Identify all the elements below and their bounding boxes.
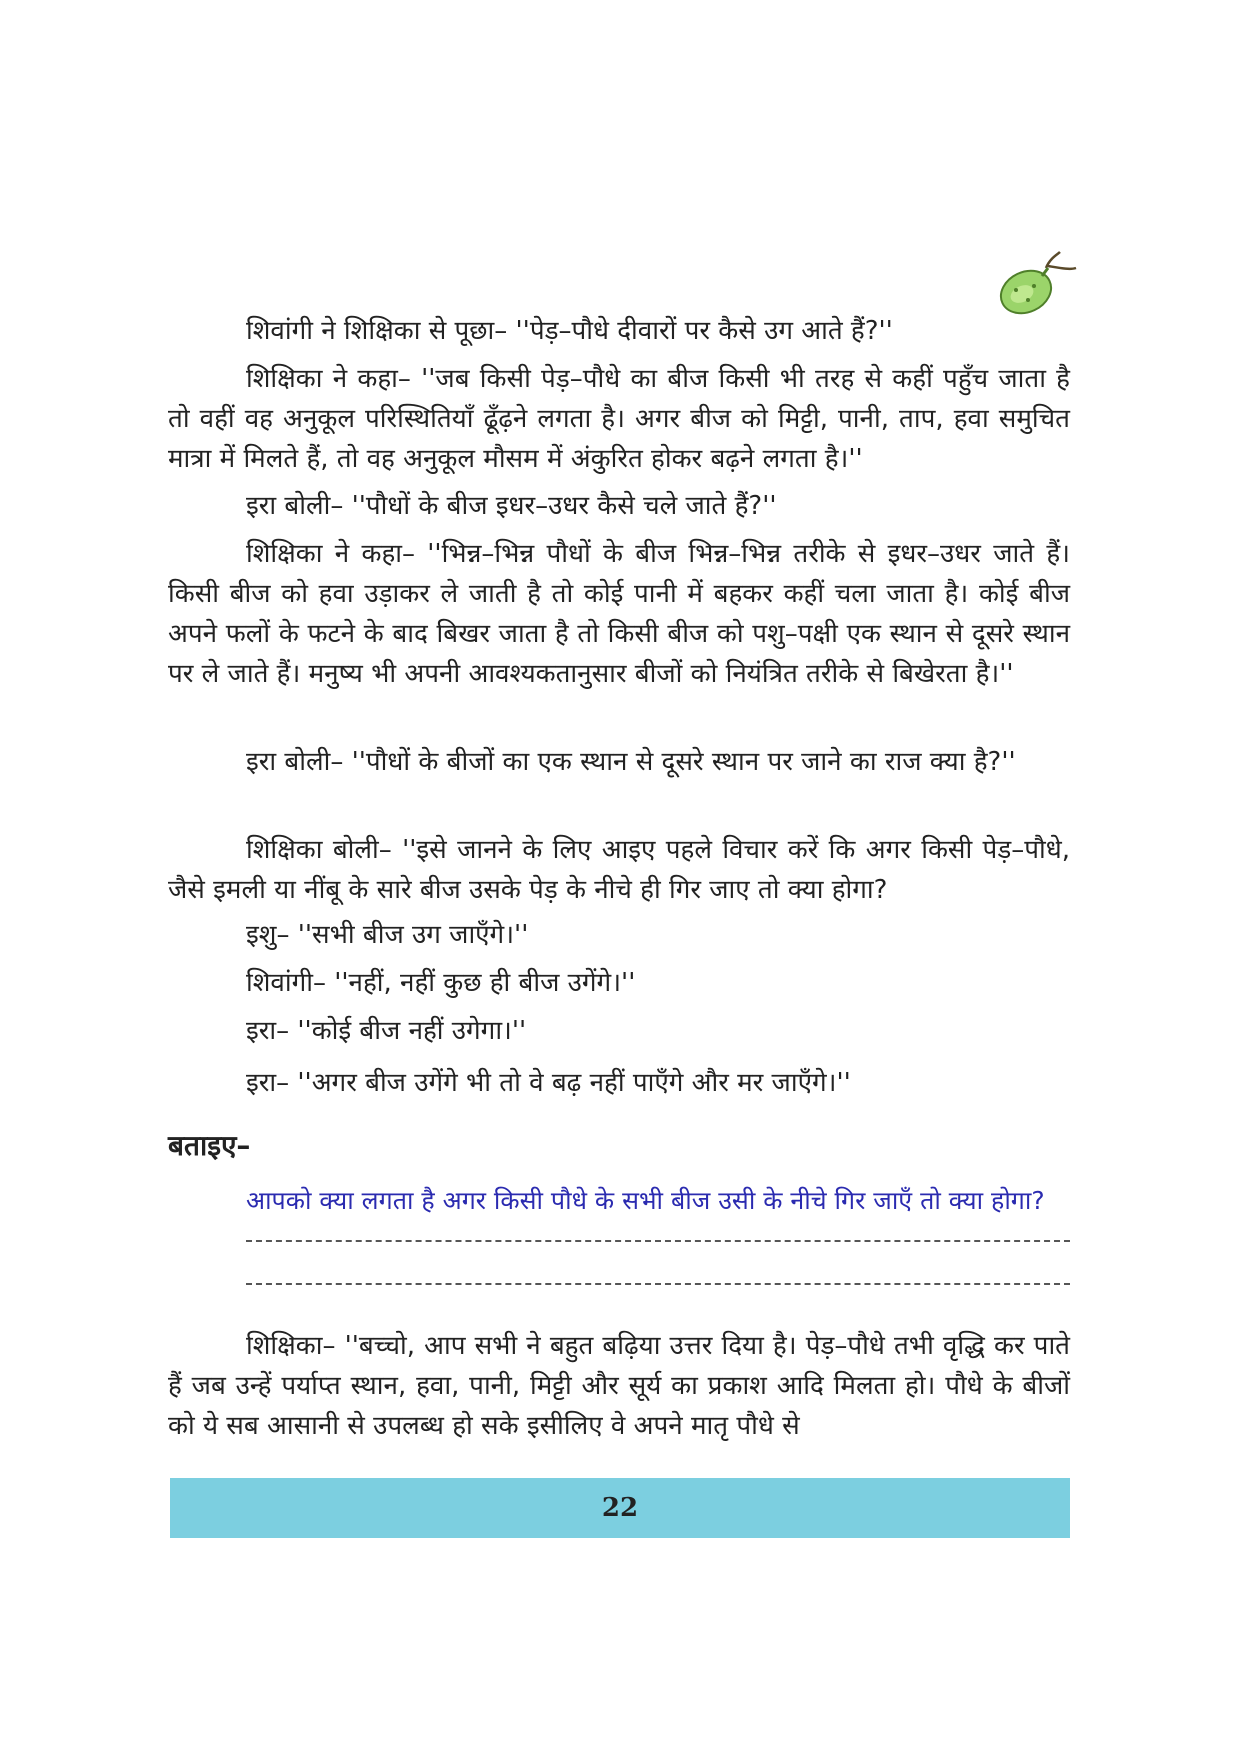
activity-question: आपको क्या लगता है अगर किसी पौधे के सभी बीज उसी के नीचे गिर जाएँ तो क्या होगा? bbox=[246, 1186, 1045, 1215]
answer-line-1[interactable] bbox=[246, 1240, 1070, 1242]
paragraph-teacher-conclusion: शिक्षिका– ''बच्चो, आप सभी ने बहुत बढ़िया उत्तर दिया है। पेड़–पौधे तभी वृद्धि कर पाते हैं जब उन्हें पर्याप्त स्थान, हवा, पानी, मिट्टी और सूर्य का प्रकाश आदि मिलता हो। पौधे के बीजों को ये सब आसानी से उपलब्ध हो सके इसीलिए वे अपने मातृ पौधे से bbox=[168, 1331, 1070, 1441]
paragraph-teacher-prompt: शिक्षिका बोली– ''इसे जानने के लिए आइए पहले विचार करें कि अगर किसी पेड़–पौधे, जैसे इमली या नींबू के सारे बीज उसके पेड़ के नीचे ही गिर जाए तो क्या होगा? bbox=[168, 835, 1070, 905]
paragraph-shivangi-question: शिवांगी ने शिक्षिका से पूछा– ''पेड़–पौधे दीवारों पर कैसे उग आते हैं?'' bbox=[246, 316, 893, 346]
paragraph-ishu-reply: इशु– ''सभी बीज उग जाएँगे।'' bbox=[246, 920, 529, 950]
paragraph-teacher-answer-2: शिक्षिका ने कहा– ''भिन्न–भिन्न पौधों के बीज भिन्न–भिन्न तरीके से इधर–उधर जाते हैं। किसी बीज को हवा उड़ाकर ले जाती है तो कोई पानी में बहकर कहीं चला जाता है। कोई बीज अपने फलों के फटने के बाद बिखर जाता है तो किसी बीज को पशु–पक्षी एक स्थान से दूसरे स्थान पर ले जाते हैं। मनुष्य भी अपनी आवश्यकतानुसार बीजों को नियंत्रित तरीके से बिखेरता है।'' bbox=[168, 539, 1070, 689]
footer-bar bbox=[170, 1478, 1070, 1538]
paragraph-ira-reply-2: इरा– ''अगर बीज उगेंगे भी तो वे बढ़ नहीं पाएँगे और मर जाएँगे।'' bbox=[246, 1068, 851, 1098]
seed-pod-icon bbox=[998, 250, 1078, 320]
paragraph-shivangi-reply: शिवांगी– ''नहीं, नहीं कुछ ही बीज उगेंगे।'' bbox=[246, 968, 636, 998]
paragraph-ira-question-2: इरा बोली– ''पौधों के बीजों का एक स्थान से दूसरे स्थान पर जाने का राज क्या है?'' bbox=[246, 747, 1016, 777]
paragraph-ira-question-1: इरा बोली– ''पौधों के बीज इधर–उधर कैसे चले जाते हैं?'' bbox=[246, 491, 777, 521]
paragraph-teacher-answer-1: शिक्षिका ने कहा– ''जब किसी पेड़–पौधे का बीज किसी भी तरह से कहीं पहुँच जाता है तो वहीं वह अनुकूल परिस्थितियाँ ढूँढ़ने लगता है। अगर बीज को मिट्टी, पानी, ताप, हवा समुचित मात्रा में मिलते हैं, तो वह अनुकूल मौसम में अंकुरित होकर बढ़ने लगता है।'' bbox=[168, 364, 1070, 474]
answer-line-2[interactable] bbox=[246, 1283, 1070, 1285]
page-number: 22 bbox=[601, 1493, 639, 1523]
activity-heading: बताइए– bbox=[168, 1129, 251, 1162]
paragraph-ira-reply-1: इरा– ''कोई बीज नहीं उगेगा।'' bbox=[246, 1016, 527, 1046]
